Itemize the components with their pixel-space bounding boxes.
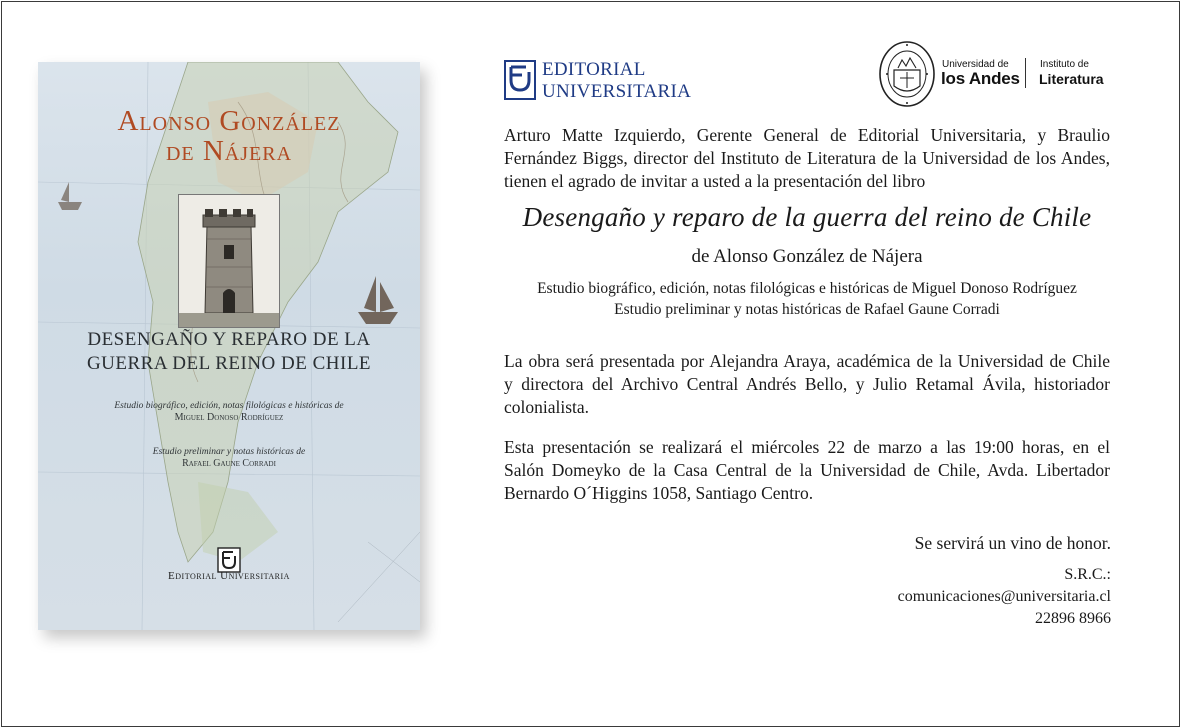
instituto-label-big: Literatura	[1039, 71, 1104, 87]
cover-credit-1-line-2: Miguel Donoso Rodríguez	[174, 412, 284, 423]
logo-divider	[1025, 58, 1026, 88]
tower-illustration	[178, 194, 280, 328]
cover-author-line-1: Alonso González	[117, 105, 341, 137]
cover-credit-2-line-1: Estudio preliminar y notas históricas de	[152, 447, 306, 457]
cover-title-line-1: DESENGAÑO Y REPARO DE LA	[87, 329, 371, 350]
universidad-de-los-andes-seal-icon	[878, 40, 936, 108]
cover-author-line-2: de Nájera	[165, 135, 293, 167]
book-cover	[38, 62, 420, 630]
cover-title-line-2: GUERRA DEL REINO DE CHILE	[86, 353, 372, 374]
presenters-paragraph	[504, 350, 1110, 419]
editorial-logo-line-1: EDITORIAL	[542, 59, 646, 80]
intro-line: Fernández Biggs, director del Instituto de Literatura de la Universidad de los Andes,	[504, 148, 1110, 168]
presenters-line: y directora del Archivo Central Andrés Bello, y Julio Retamal Ávila, historiador	[504, 374, 1110, 394]
uandes-label-small: Universidad de	[942, 59, 1009, 70]
contact-email[interactable]: comunicaciones@universitaria.cl	[897, 588, 1111, 605]
book-author: de Alonso González de Nájera	[691, 246, 923, 267]
uandes-label-big: los Andes	[941, 69, 1020, 88]
rsvp-label: S.R.C.:	[1064, 566, 1111, 583]
intro-line: Arturo Matte Izquierdo, Gerente General de Editorial Universitaria, y Braulio	[504, 125, 1110, 145]
credit-editor: Estudio biográfico, edición, notas filológicas e históricas de Miguel Donoso Rodríguez	[537, 280, 1077, 297]
cover-credit-1-line-1: Estudio biográfico, edición, notas filológicas e históricas de	[114, 401, 344, 411]
presenters-line: colonialista.	[504, 397, 590, 417]
event-line: Esta presentación se realizará el miércoles 22 de marzo a las 19:00 horas, en el	[504, 437, 1110, 457]
cover-credit-2-line-2: Rafael Gaune Corradi	[182, 458, 276, 469]
presenters-line: La obra será presentada por Alejandra Araya, académica de la Universidad de Chile	[504, 351, 1110, 371]
editorial-universitaria-logo-icon	[504, 60, 536, 100]
instituto-label-small: Instituto de	[1040, 59, 1089, 70]
credit-preliminary: Estudio preliminar y notas históricas de Rafael Gaune Corradi	[614, 301, 1000, 318]
editorial-logo-line-2: UNIVERSITARIA	[542, 81, 692, 102]
tower-icon	[179, 195, 279, 327]
cover-publisher: Editorial Universitaria	[168, 570, 290, 582]
intro-line: tienen el agrado de invitar a usted a la presentación del libro	[504, 171, 926, 191]
intro-paragraph	[504, 124, 1110, 193]
event-paragraph	[504, 436, 1110, 505]
contact-phone: 22896 8966	[1035, 610, 1111, 627]
event-line: Bernardo O´Higgins 1058, Santiago Centro.	[504, 483, 814, 503]
book-title: Desengaño y reparo de la guerra del reino de Chile	[522, 202, 1092, 232]
wine-note: Se servirá un vino de honor.	[914, 533, 1111, 553]
event-line: Salón Domeyko de la Casa Central de la Universidad de Chile, Avda. Libertador	[504, 460, 1110, 480]
